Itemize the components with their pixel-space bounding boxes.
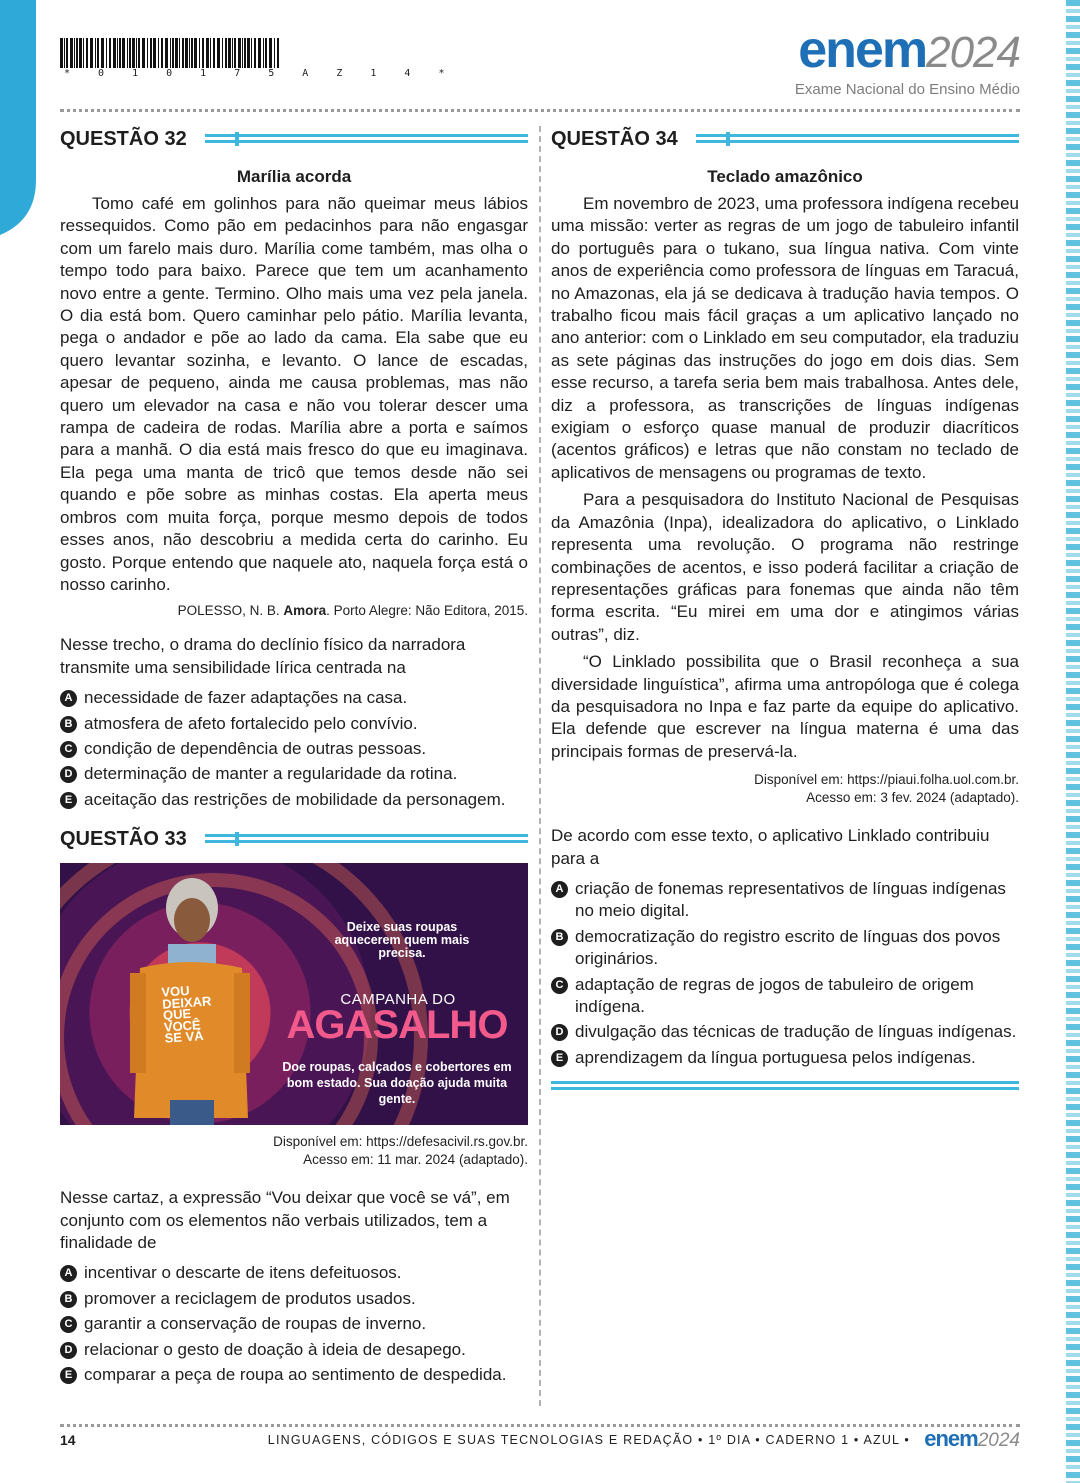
barcode-bar bbox=[179, 38, 180, 68]
barcode-bar bbox=[132, 38, 135, 68]
text-title: Marília acorda bbox=[236, 167, 352, 186]
barcode-bar bbox=[199, 38, 200, 68]
letter-c-icon: C bbox=[60, 1316, 77, 1333]
barcode-bar bbox=[138, 38, 140, 68]
answer-options bbox=[60, 1262, 528, 1386]
header-bar-decoration bbox=[696, 134, 1019, 144]
barcode-bar bbox=[274, 38, 275, 68]
poster-text-4: Doe roupas, calçados e cobertores em bom estado. Sua doação ajuda muita gente. bbox=[282, 1060, 512, 1107]
barcode-bar bbox=[158, 38, 159, 68]
text-paragraph-3: “O Linklado possibilita que o Brasil reconheça a sua diversidade linguística”, afirma uma antropóloga que é colega da pesquisadora no Inpa e faz parte da equipe do aplicativo. Ela defende que escrever na língua materna é uma das principais formas de preservá-la. bbox=[551, 652, 1019, 761]
option-d[interactable]: D divulgação das técnicas de tradução de línguas indígenas. bbox=[551, 1021, 1019, 1043]
option-d[interactable]: D determinação de manter a regularidade da rotina. bbox=[60, 763, 528, 785]
question-34-header bbox=[551, 127, 1019, 151]
option-b[interactable]: B promover a reciclagem de produtos usados. bbox=[60, 1288, 528, 1310]
option-d[interactable]: D relacionar o gesto de doação à ideia de desapego. bbox=[60, 1339, 528, 1361]
barcode-bar bbox=[153, 38, 156, 68]
logo-subtitle: Exame Nacional do Ensino Médio bbox=[794, 81, 1020, 98]
end-bar-decoration bbox=[551, 1081, 1019, 1091]
barcode-bar bbox=[242, 38, 243, 68]
logo-year: 2024 bbox=[926, 28, 1020, 77]
barcode-bar bbox=[247, 38, 250, 68]
enem-logo bbox=[794, 21, 1020, 98]
barcode-bar bbox=[225, 38, 227, 68]
barcode-bar bbox=[265, 38, 267, 68]
column-divider bbox=[539, 126, 541, 1406]
barcode-bar bbox=[251, 38, 252, 68]
barcode-bar bbox=[206, 38, 209, 68]
barcode-bar bbox=[79, 38, 82, 68]
right-pattern-border bbox=[1066, 0, 1080, 1483]
barcode-bar bbox=[66, 38, 68, 68]
barcode-bar bbox=[70, 38, 73, 68]
option-c[interactable]: C condição de dependência de outras pessoas. bbox=[60, 738, 528, 760]
letter-d-icon: D bbox=[60, 1342, 77, 1359]
poster-text-2: CAMPANHA DO bbox=[340, 991, 456, 1009]
option-e[interactable]: E aceitação das restrições de mobilidade da personagem. bbox=[60, 789, 528, 811]
barcode-bar bbox=[127, 38, 128, 68]
option-e[interactable]: E aprendizagem da língua portuguesa pelos indígenas. bbox=[551, 1047, 1019, 1069]
question-33 bbox=[60, 827, 528, 1386]
barcode-bar bbox=[64, 38, 65, 68]
barcode-bar bbox=[119, 38, 121, 68]
letter-a-icon: A bbox=[551, 881, 568, 898]
barcode-bar bbox=[263, 38, 264, 68]
barcode-bar bbox=[117, 38, 118, 68]
barcode-bar bbox=[129, 38, 131, 68]
option-e[interactable]: E comparar a peça de roupa ao sentimento de despedida. bbox=[60, 1364, 528, 1386]
barcode-bar bbox=[228, 38, 231, 68]
barcode-bar bbox=[136, 38, 137, 68]
left-column bbox=[60, 127, 528, 1389]
question-prompt: Nesse trecho, o drama do declínio físico da narradora transmite uma sensibilidade lírica centrada na bbox=[60, 635, 466, 677]
barcode-bar bbox=[76, 38, 78, 68]
barcode-bar bbox=[95, 38, 96, 68]
barcode-bar bbox=[269, 38, 272, 68]
question-34 bbox=[551, 127, 1019, 1091]
barcode-bar bbox=[142, 38, 145, 68]
answer-options bbox=[60, 687, 528, 811]
barcode-bar bbox=[150, 38, 152, 68]
header-bar-decoration bbox=[205, 134, 528, 144]
letter-e-icon: E bbox=[551, 1050, 568, 1067]
letter-c-icon: C bbox=[551, 977, 568, 994]
text-paragraph: Tomo café em golinhos para não queimar meus lábios ressequidos. Como pão em pedacinhos para não engasgar com um farelo mais duro. Marília come também, mas olha o tempo todo para baixo. Parece que tem um acanhamento novo entre a gente. Termino. Olho mais uma vez pela janela. O dia está bom. Quero caminhar pelo pátio. Marília levanta, pega o andador e põe ao lado da cama. Ela sabe que eu quero levantar sozinha, e levanto. O lance de escadas, apesar de pequeno, ainda me causa problemas, mas não quero um elevador na casa e não vou tolerar descer uma rampa de cadeira de rodas. Marília abre a porta e saímos para a manhã. O dia está mais fresco do que eu imaginava. Ela pega uma manta de tricô que temos desde não sei quando e põe sobre as minhas costas. Ela aperta meus ombros com muita força, porque mesmo depois de todos esses anos, não descobriu a medida certa do carinho. Eu gosto. Porque entendo que naquele ato, naquela força está o nosso carinho. bbox=[60, 194, 528, 594]
barcode-bar bbox=[86, 38, 88, 68]
barcode-bar bbox=[165, 38, 168, 68]
text-title: Teclado amazônico bbox=[707, 167, 863, 186]
barcode-bar bbox=[170, 38, 171, 68]
option-c[interactable]: C garantir a conservação de roupas de inverno. bbox=[60, 1313, 528, 1335]
barcode-bar bbox=[258, 38, 261, 68]
question-33-header bbox=[60, 827, 528, 851]
letter-a-icon: A bbox=[60, 690, 77, 707]
question-prompt: De acordo com esse texto, o aplicativo Linklado contribuiu para a bbox=[551, 826, 990, 868]
footer-text: LINGUAGENS, CÓDIGOS E SUAS TECNOLOGIAS E REDAÇÃO • 1º DIA • CADERNO 1 • AZUL • bbox=[267, 1433, 910, 1447]
header-bar-decoration bbox=[205, 834, 528, 844]
letter-d-icon: D bbox=[60, 766, 77, 783]
barcode-bar bbox=[182, 38, 184, 68]
barcode-bar bbox=[90, 38, 93, 68]
barcode-bar bbox=[232, 38, 233, 68]
barcode-bar bbox=[238, 38, 241, 68]
footer-logo: enem2024 bbox=[924, 1426, 1020, 1451]
page-number: 14 bbox=[60, 1432, 76, 1448]
barcode-image bbox=[60, 38, 280, 68]
poster-headline: AGASALHO bbox=[286, 1003, 508, 1048]
barcode-bar bbox=[217, 38, 220, 68]
option-a[interactable]: A incentivar o descarte de itens defeituosos. bbox=[60, 1262, 528, 1284]
barcode-bar bbox=[106, 38, 107, 68]
barcode-bar bbox=[161, 38, 163, 68]
letter-b-icon: B bbox=[60, 1291, 77, 1308]
barcode-bar bbox=[222, 38, 223, 68]
text-source: Disponível em: https://piaui.folha.uol.com.br. Acesso em: 3 fev. 2024 (adaptado). bbox=[754, 772, 1019, 806]
barcode-bar bbox=[175, 38, 178, 68]
question-34-title: QUESTÃO 34 bbox=[551, 127, 678, 150]
barcode-bar bbox=[277, 38, 279, 68]
bottom-divider bbox=[60, 1424, 1020, 1427]
question-33-title: QUESTÃO 33 bbox=[60, 827, 187, 850]
letter-c-icon: C bbox=[60, 741, 77, 758]
barcode-bar bbox=[189, 38, 190, 68]
barcode-bar bbox=[109, 38, 111, 68]
barcode-bar bbox=[60, 38, 63, 68]
barcode-bar bbox=[97, 38, 99, 68]
barcode-bar bbox=[213, 38, 215, 68]
poster-text-1: Deixe suas roupas aquecerem quem mais precisa. bbox=[334, 920, 470, 961]
poster-source: Disponível em: https://defesacivil.rs.gov.br. Acesso em: 11 mar. 2024 (adaptado). bbox=[273, 1134, 528, 1168]
question-32 bbox=[60, 127, 528, 811]
letter-b-icon: B bbox=[551, 929, 568, 946]
letter-b-icon: B bbox=[60, 716, 77, 733]
text-paragraph-1: Em novembro de 2023, uma professora indígena recebeu uma missão: verter as regras de um jogo de tabuleiro infantil do português para o tukano, sua língua nativa. Com vinte anos de experiência como professora de línguas em Taracuá, no Amazonas, ela já se dedicava à tradução havia tempos. O trabalho ficou mais fácil graças a um aplicativo lançado no ano anterior: com o Linklado em seu computador, ela traduziu as sete páginas das instruções do jogo em dois dias. Sem esse recurso, a tarefa seria bem mais trabalhosa. Antes dele, diz a professora, as transcrições de línguas indígenas exigiam o esforço quase manual de produzir diacríticos (acentos gráficos) e letras que não constam no teclado de aplicativos de mensagens ou programas de texto. bbox=[551, 194, 1019, 482]
text-source: POLESSO, N. B. Amora. Porto Alegre: Não Editora, 2015. bbox=[177, 603, 528, 619]
letter-e-icon: E bbox=[60, 792, 77, 809]
sweatshirt-text: VOU DEIXAR QUE VOCÊ SE VÁ bbox=[160, 983, 212, 1046]
option-a[interactable]: A necessidade de fazer adaptações na casa. bbox=[60, 687, 528, 709]
answer-options bbox=[551, 878, 1019, 1069]
logo-word: enem bbox=[798, 21, 927, 79]
letter-e-icon: E bbox=[60, 1367, 77, 1384]
option-c[interactable]: C adaptação de regras de jogos de tabuleiro de origem indígena. bbox=[551, 974, 1019, 1019]
barcode-bar bbox=[83, 38, 84, 68]
barcode-bar bbox=[191, 38, 193, 68]
barcode-bar bbox=[185, 38, 188, 68]
barcode-text: * 0 1 0 1 7 5 A Z 1 4 * bbox=[64, 68, 456, 79]
barcode-bar bbox=[210, 38, 211, 68]
barcode-bar bbox=[101, 38, 104, 68]
barcode-bar bbox=[244, 38, 246, 68]
barcode-bar bbox=[74, 38, 75, 68]
question-prompt: Nesse cartaz, a expressão “Vou deixar que você se vá”, em conjunto com os elementos não verbais utilizados, tem a finalidade de bbox=[60, 1188, 510, 1252]
letter-d-icon: D bbox=[551, 1024, 568, 1041]
campaign-poster-image bbox=[60, 863, 528, 1125]
barcode-bar bbox=[172, 38, 174, 68]
option-a[interactable]: A criação de fonemas representativos de línguas indígenas no meio digital. bbox=[551, 878, 1019, 923]
barcode-bar bbox=[234, 38, 236, 68]
option-b[interactable]: B atmosfera de afeto fortalecido pelo convívio. bbox=[60, 713, 528, 735]
question-32-title: QUESTÃO 32 bbox=[60, 127, 187, 150]
right-column bbox=[551, 127, 1019, 1091]
barcode-bar bbox=[202, 38, 204, 68]
letter-a-icon: A bbox=[60, 1265, 77, 1282]
barcode-bar bbox=[254, 38, 256, 68]
top-divider bbox=[60, 109, 1020, 112]
question-32-header bbox=[60, 127, 528, 151]
barcode-bar bbox=[194, 38, 197, 68]
option-b[interactable]: B democratização do registro escrito de línguas dos povos originários. bbox=[551, 926, 1019, 971]
text-paragraph-2: Para a pesquisadora do Instituto Nacional de Pesquisas da Amazônia (Inpa), idealizadora do aplicativo, o Linklado representa uma revolução. O programa não restringe combinações de acentos, e isso poderá facilitar a criação de representações gráficas para fonemas que ainda não têm forma escrita. “Eu mirei em uma dor e atingimos várias outras”, diz. bbox=[551, 490, 1019, 644]
barcode-bar bbox=[147, 38, 148, 68]
barcode-bar bbox=[113, 38, 116, 68]
barcode-bar bbox=[122, 38, 125, 68]
blue-swoosh-decoration bbox=[0, 0, 40, 240]
